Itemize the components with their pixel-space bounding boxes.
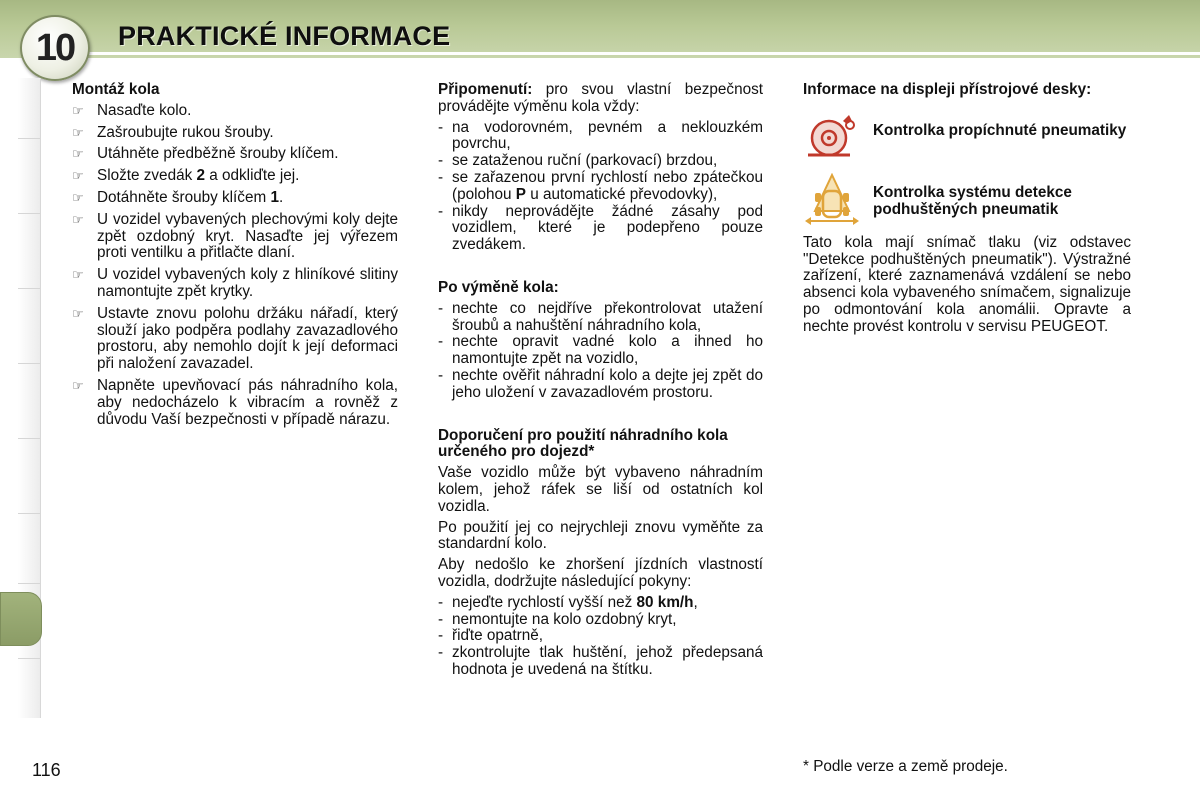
reminder-paragraph: [438, 82, 763, 116]
dash-item: [438, 170, 763, 204]
pointing-hand-icon: ☞: [72, 267, 84, 283]
item-text: Napněte upevňovací pás náhradního kola, aby nedocházelo k vibracím a rovněž z důvodu Vaší bezpečnosti v případě nárazu.: [97, 376, 398, 428]
dash-marker: -: [438, 168, 444, 186]
dash-marker: -: [438, 593, 444, 611]
emphasis-text: 80 km/h: [636, 593, 694, 611]
bullet-item: [72, 125, 398, 142]
column-display-info: [803, 82, 1131, 340]
spare-wheel-heading: Doporučení pro použití náhradního kola určeného pro dojezd*: [438, 426, 728, 461]
dash-item: [438, 153, 763, 170]
dash-item: [438, 120, 763, 154]
column-wheel-mounting: [72, 82, 398, 433]
pointing-hand-icon: ☞: [72, 102, 84, 118]
after-change-list: [438, 301, 763, 402]
side-rail-tick: [18, 513, 40, 514]
item-text: .: [278, 188, 284, 206]
warning-underinflation-label: Kontrolka systému detekce podhuštěných pneumatik: [873, 183, 1072, 218]
item-text: Ustavte znovu polohu držáku nářadí, který slouží jako podpěra podlahy zavazadlového prostoru, aby nemohlo dojít k její deformaci při naložení zavazadel.: [97, 304, 398, 373]
dash-item: [438, 595, 763, 612]
display-info-body: Tato kola mají snímač tlaku (viz odstavec "Detekce podhuštěných pneumatik"). Výstražné zařízení, které zaznamenává vzdálení se nebo absenci kola vybaveného snímačem, signalizuje po odmontování kola anomálii. Opravte a nechte provést kontrolu v servisu PEUGEOT.: [803, 233, 1131, 335]
spare-wheel-paragraph-3: Aby nedošlo ke zhoršení jízdních vlastností vozidla, dodržujte následující pokyny:: [438, 556, 763, 590]
spare-wheel-rules: [438, 595, 763, 679]
side-rail-tick: [18, 288, 40, 289]
pointing-hand-icon: ☞: [72, 146, 84, 162]
display-info-heading: Informace na displeji přístrojové desky:: [803, 81, 1092, 98]
dash-item: [438, 628, 763, 645]
item-text: a odkliďte jej.: [205, 167, 300, 185]
item-text: nechte opravit vadné kolo a ihned ho namontujte zpět na vozidlo,: [452, 333, 763, 368]
bullet-item: [72, 212, 398, 262]
item-text: řiďte opatrně,: [452, 627, 544, 645]
flat-tyre-warning-icon: [803, 111, 861, 161]
dash-item: [438, 368, 763, 402]
dash-marker: -: [438, 299, 444, 317]
dash-marker: -: [438, 610, 444, 628]
pointing-hand-icon: ☞: [72, 377, 84, 393]
pointing-hand-icon: ☞: [72, 124, 84, 140]
item-text: nikdy neprovádějte žádné zásahy pod vozidlem, které je podepřeno pouze zvedákem.: [452, 202, 763, 254]
chapter-side-tab[interactable]: [0, 592, 42, 646]
chapter-number: 10: [35, 26, 75, 69]
bullet-item: [72, 378, 398, 428]
chapter-badge: [20, 15, 90, 81]
item-text: U vozidel vybavených plechovými koly dejte zpět ozdobný kryt. Nasaďte jej výřezem proti ventilku a přitlačte dlaní.: [97, 210, 398, 262]
dash-item: [438, 301, 763, 335]
pointing-hand-icon: ☞: [72, 305, 84, 321]
bullet-item: [72, 168, 398, 185]
dash-marker: -: [438, 366, 444, 384]
dash-marker: -: [438, 627, 444, 645]
item-text: Utáhněte předběžně šrouby klíčem.: [97, 145, 339, 163]
emphasis-text: P: [515, 185, 526, 203]
reminder-text: pro svou vlastní bezpečnost provádějte výměnu kola vždy:: [438, 81, 763, 115]
side-rail-tick: [18, 438, 40, 439]
column-reminder: [438, 82, 763, 679]
section-heading: Montáž kola: [72, 81, 160, 98]
item-text: ,: [693, 593, 698, 611]
bullet-item: [72, 103, 398, 120]
bullet-item: [72, 306, 398, 373]
pointing-hand-icon: ☞: [72, 189, 84, 205]
item-text: nechte co nejdříve překontrolovat utažení šroubů a nahuštění náhradního kola,: [452, 299, 763, 334]
item-text: Zašroubujte rukou šrouby.: [97, 123, 274, 141]
side-rail-tick: [18, 138, 40, 139]
dash-item: [438, 645, 763, 679]
pointing-hand-icon: ☞: [72, 211, 84, 227]
dash-marker: -: [438, 333, 444, 351]
dash-item: [438, 612, 763, 629]
dash-marker: -: [438, 644, 444, 662]
bullet-item: [72, 190, 398, 207]
dash-marker: -: [438, 202, 444, 220]
warning-flat-tyre: [803, 111, 1131, 161]
dash-marker: -: [438, 152, 444, 170]
item-text: U vozidel vybavených koly z hliníkové slitiny namontujte zpět krytky.: [97, 266, 398, 300]
emphasis-text: 2: [196, 167, 205, 185]
side-rail-tick: [18, 363, 40, 364]
side-rail-tick: [18, 213, 40, 214]
item-text: Dotáhněte šrouby klíčem: [97, 188, 271, 206]
bullet-item: [72, 146, 398, 163]
item-text: nechte ověřit náhradní kolo a dejte jej zpět do jeho uložení v zavazadlovém prostoru.: [452, 366, 763, 401]
wheel-mounting-steps: [72, 103, 398, 429]
dash-item: [438, 204, 763, 254]
dash-marker: -: [438, 118, 444, 136]
item-text: se zařazenou první rychlostí nebo zpátečkou (polohou: [452, 168, 763, 203]
item-text: nemontujte na kolo ozdobný kryt,: [452, 610, 677, 628]
item-text: na vodorovném, pevném a neklouzkém povrchu,: [452, 118, 763, 153]
header-divider: [80, 52, 1200, 55]
side-rail-tick: [18, 583, 40, 584]
emphasis-text: 1: [270, 188, 279, 206]
reminder-list: [438, 120, 763, 254]
warning-underinflation: [803, 173, 1131, 223]
tyre-pressure-detection-icon: [803, 173, 861, 223]
bullet-item: [72, 267, 398, 301]
page-number: 116: [32, 760, 61, 780]
reminder-label: Připomenutí:: [438, 81, 533, 98]
pointing-hand-icon: ☞: [72, 168, 84, 184]
item-text: se zataženou ruční (parkovací) brzdou,: [452, 152, 718, 170]
after-change-heading: Po výměně kola:: [438, 278, 559, 296]
dash-item: [438, 334, 763, 368]
spare-wheel-paragraph-1: Vaše vozidlo může být vybaveno náhradním kolem, jehož ráfek se liší od ostatních kol vozidla.: [438, 464, 763, 515]
spare-wheel-paragraph-2: Po použití jej co nejrychleji znovu vyměňte za standardní kolo.: [438, 518, 763, 553]
item-text: zkontrolujte tlak huštění, jehož předepsaná hodnota je uvedená na štítku.: [452, 644, 763, 678]
warning-flat-tyre-label: Kontrolka propíchnuté pneumatiky: [873, 121, 1127, 139]
footnote: * Podle verze a země prodeje.: [803, 758, 1008, 775]
chapter-title: PRAKTICKÉ INFORMACE: [118, 21, 451, 51]
item-text: Složte zvedák: [97, 167, 197, 185]
item-text: Nasaďte kolo.: [97, 101, 192, 119]
item-text: nejeďte rychlostí vyšší než: [452, 593, 637, 611]
item-text: u automatické převodovky),: [526, 185, 718, 203]
side-rail-tick: [18, 658, 40, 659]
